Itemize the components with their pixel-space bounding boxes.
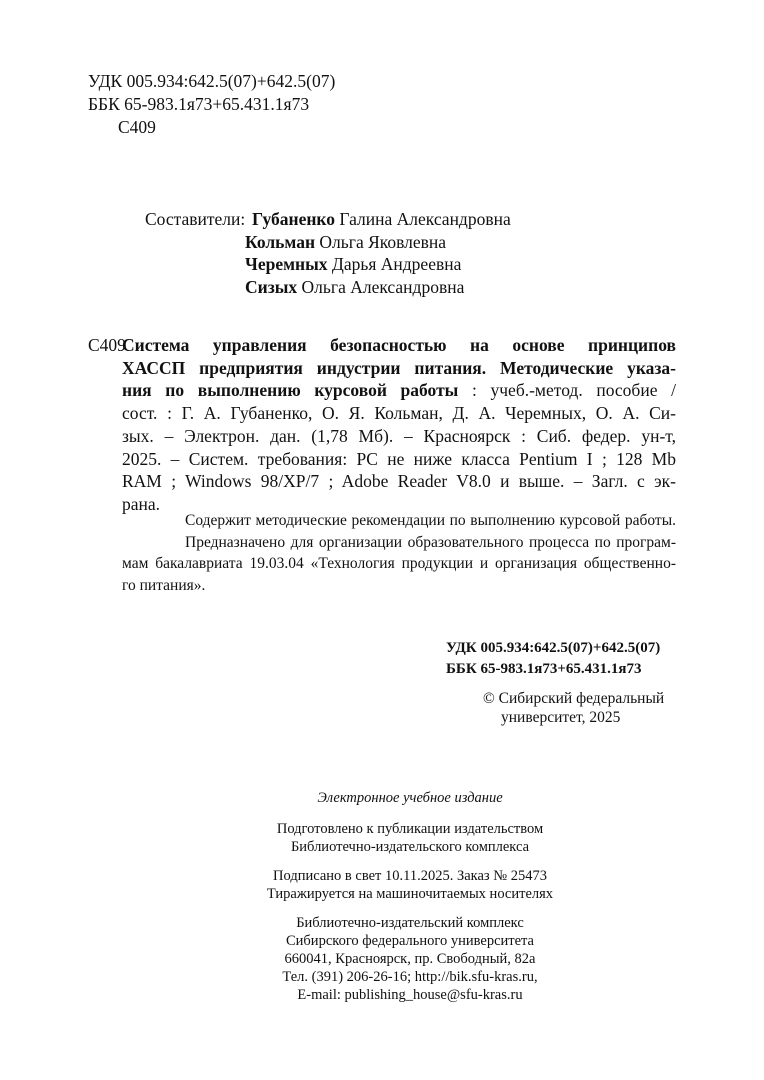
- imprint-line: Подготовлено к публикации издательством: [276, 821, 544, 837]
- imprint-line: Библиотечно-издательского комплекса: [290, 839, 530, 855]
- title-line-mixed: [122, 379, 676, 402]
- compiler-surname: Сизых: [245, 277, 298, 297]
- compiler: [245, 276, 464, 299]
- udk-bold: УДК 005.934:642.5(07)+642.5(07): [446, 640, 661, 656]
- annotation-line: Содержит методические рекомендации по выполнению курсовой работы.: [185, 512, 676, 529]
- annotation: [122, 510, 676, 596]
- record-line: рана.: [122, 493, 161, 514]
- copyright-line: © Сибирский федеральный: [483, 690, 665, 707]
- compiler-name: Галина Александровна: [339, 209, 511, 229]
- imprint-line[interactable]: Тел. (391) 206-26-16; http://bik.sfu-kras.ru,: [282, 969, 538, 985]
- title-line: ХАССП предприятия индустрии питания. Методические указа-: [122, 357, 676, 378]
- record-line: RAM ; Windows 98/XP/7 ; Adobe Reader V8.0 и выше. – Загл. с эк-: [122, 471, 676, 492]
- imprint-line: Библиотечно-издательский комплекс: [296, 915, 524, 931]
- annotation-line: Предназначено для организации образовательного процесса по програм-: [185, 533, 676, 551]
- compiler: [245, 231, 446, 254]
- publisher-block: [210, 914, 610, 1004]
- compiler-surname: Кольман: [245, 232, 316, 252]
- compiler: [252, 208, 511, 231]
- compiler-name: Ольга Яковлевна: [319, 232, 447, 252]
- compilers-label: Составители:: [145, 209, 246, 229]
- signed-block: [210, 867, 610, 903]
- imprint-line[interactable]: E-mail: publishing_house@sfu-kras.ru: [297, 987, 523, 1003]
- record-line: зых. – Электрон. дан. (1,78 Мб). – Красноярск : Сиб. федер. ун-т,: [122, 425, 676, 446]
- imprint-line: Подписано в свет 10.11.2025. Заказ № 25473: [273, 868, 547, 884]
- author-mark: С409: [118, 117, 156, 137]
- title-line: ния по выполнению курсовой работы: [122, 380, 459, 401]
- compiler-name: Ольга Александровна: [301, 277, 465, 297]
- imprint-line: 660041, Красноярск, пр. Свободный, 82а: [284, 951, 536, 967]
- record-text: : учеб.-метод. пособие /: [458, 380, 676, 401]
- bbk-bold: ББК 65-983.1я73+65.431.1я73: [446, 661, 642, 677]
- record-line: сост. : Г. А. Губаненко, О. Я. Кольман, Д. А. Черемных, О. А. Си-: [122, 403, 676, 424]
- edition-type: Электронное учебное издание: [317, 790, 503, 806]
- record-line: 2025. – Систем. требования: PC не ниже класса Pentium I ; 128 Mb: [122, 448, 676, 469]
- record-body: [122, 334, 676, 516]
- udk-code: УДК 005.934:642.5(07)+642.5(07): [88, 71, 336, 91]
- prepared-block: [210, 820, 610, 856]
- compiler-surname: Губаненко: [252, 209, 336, 229]
- title-line: Система управления безопасностью на основе принципов: [122, 335, 676, 355]
- annotation-line: го питания».: [122, 576, 206, 594]
- compiler: [245, 253, 461, 276]
- copyright-line: университет, 2025: [501, 709, 621, 726]
- annotation-line: мам бакалавриата 19.03.04 «Технология продукции и организация общественно-: [122, 555, 676, 572]
- imprint-line: Тиражируется на машиночитаемых носителях: [266, 886, 554, 902]
- record-mark: С409: [88, 335, 126, 355]
- compiler-surname: Черемных: [245, 254, 328, 274]
- bbk-code: ББК 65-983.1я73+65.431.1я73: [88, 94, 310, 114]
- imprint-line: Сибирского федерального университета: [286, 933, 534, 949]
- compiler-name: Дарья Андреевна: [331, 254, 462, 274]
